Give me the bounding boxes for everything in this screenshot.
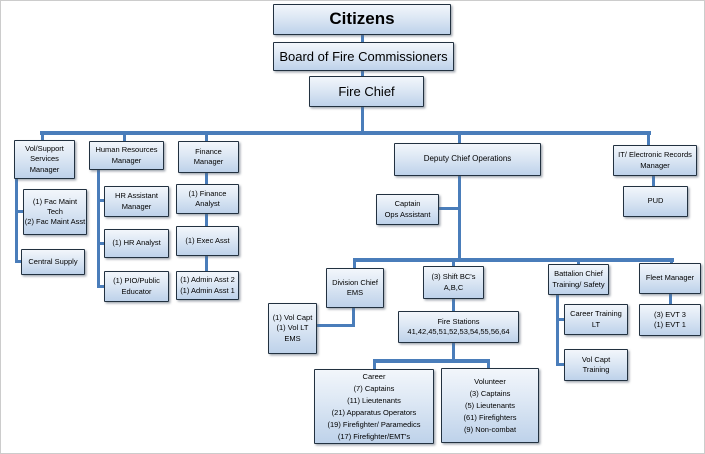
node-battalion: Battalion Chief Training/ Safety — [548, 264, 609, 295]
connector-top-rail — [40, 131, 651, 135]
node-volunteer: Volunteer (3) Captains (5) Lieutenants (61) Firefighters (9) Non-combat — [441, 368, 539, 443]
node-pud: PUD — [623, 186, 688, 217]
node-finance: Finance Manager — [178, 141, 239, 173]
connector-chief-drop — [361, 106, 364, 133]
node-exec-asst: (1) Exec Asst — [176, 226, 239, 256]
node-central-supply: Central Supply — [21, 249, 85, 275]
node-deputy: Deputy Chief Operations — [394, 143, 541, 176]
connector-analyst-exec — [205, 212, 208, 227]
node-admin-asst: (1) Admin Asst 2 (1) Admin Asst 1 — [176, 271, 239, 300]
node-finance-analyst: (1) Finance Analyst — [176, 184, 239, 214]
connector-battalion-rail — [556, 294, 559, 366]
connector-ops-rail — [353, 258, 674, 262]
node-fac-maint: (1) Fac Maint Tech (2) Fac Maint Asst — [23, 189, 87, 235]
node-division-ems: Division Chief EMS — [326, 268, 384, 308]
node-career-training: Career Training LT — [564, 304, 628, 335]
node-citizens: Citizens — [273, 4, 451, 35]
node-hr-assistant: HR Assistant Manager — [104, 186, 169, 217]
node-hr: Human Resources Manager — [89, 141, 164, 170]
node-vol-capt-training: Vol Capt Training — [564, 349, 628, 381]
node-evt: (3) EVT 3 (1) EVT 1 — [639, 304, 701, 336]
node-career: Career (7) Captains (11) Lieutenants (21) Apparatus Operators (19) Firefighter/ Paramedics (17) Firefighter/EMT's — [314, 369, 434, 444]
node-it-records: IT/ Electronic Records Manager — [613, 145, 697, 176]
node-fleet: Fleet Manager — [639, 263, 701, 294]
connector-vol-rail — [15, 178, 18, 263]
node-fire-stations: Fire Stations 41,42,45,51,52,53,54,55,56,64 — [398, 311, 519, 343]
connector-ems-elbow-h — [316, 324, 353, 327]
node-fire-chief: Fire Chief — [309, 76, 424, 107]
connector-deputy-drop — [458, 175, 461, 261]
node-vol-support: Vol/Support Services Manager — [14, 140, 75, 179]
node-shift-bcs: (3) Shift BC's A,B,C — [423, 266, 484, 299]
node-vol-capt-ems: (1) Vol Capt (1) Vol LT EMS — [268, 303, 317, 354]
connector-stub-capt-ops — [438, 207, 459, 210]
connector-bottom-rail — [373, 359, 490, 363]
connector-hr-rail — [97, 169, 100, 288]
connector-exec-admin — [205, 255, 208, 272]
node-board: Board of Fire Commissioners — [273, 42, 454, 71]
node-pio: (1) PIO/Public Educator — [104, 271, 169, 302]
connector-shift-stations — [452, 298, 455, 312]
node-capt-ops: Captain Ops Assistant — [376, 194, 439, 225]
node-hr-analyst: (1) HR Analyst — [104, 229, 169, 258]
